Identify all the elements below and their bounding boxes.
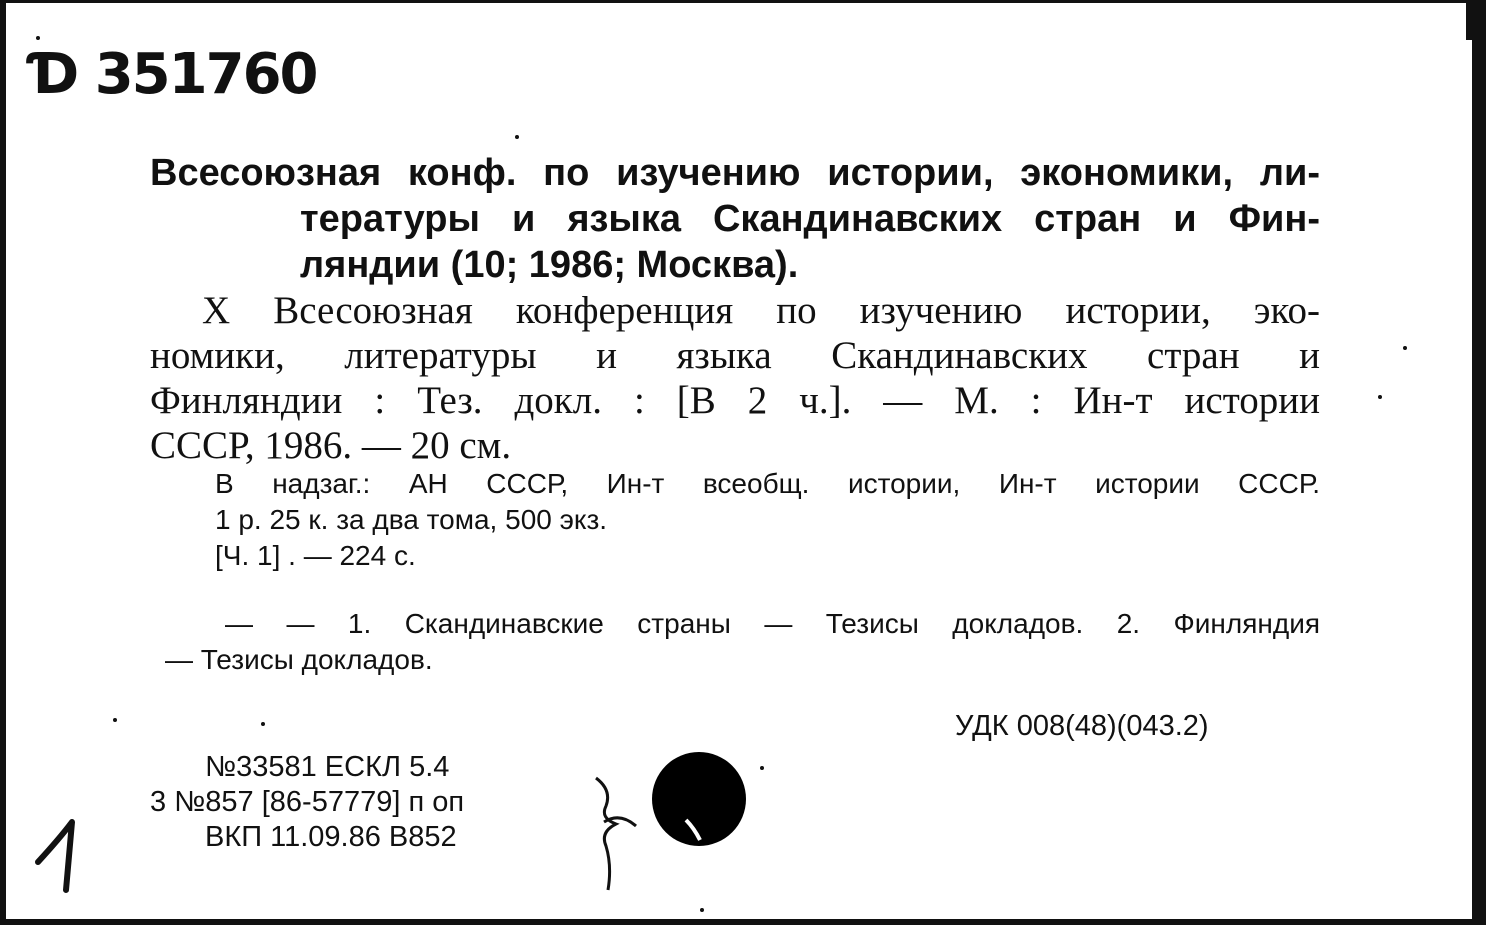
handwritten-number-icon [38,822,72,890]
notes-line-1: В надзаг.: АН СССР, Ин-т всеобщ. истории, Ин-т истории СССР. [215,468,1320,499]
shelfmark: Ɗ 351760 [30,42,317,107]
registry-line-2: 3 №857 [86-57779] п оп [150,786,465,818]
notes [215,466,1320,574]
title-description [150,288,1320,468]
speck-icon [36,36,40,40]
speck-icon [113,718,117,722]
subjects-line-1: — — 1. Скандинавские страны — Тезисы докладов. 2. Финляндия [225,608,1320,639]
registry-info [150,750,464,855]
brace-icon [596,778,616,890]
card-edge-top [0,0,1486,3]
main-heading [150,150,1320,288]
punch-hole [652,752,746,846]
title-line-2: номики, литературы и языка Скандинавских стран и [150,334,1320,377]
card-edge-right [1472,0,1486,925]
udk-code: УДК 008(48)(043.2) [955,710,1209,742]
title-line-4: СССР, 1986. — 20 см. [150,424,512,467]
title-line-1: X Всесоюзная конференция по изучению истории, эко- [202,289,1320,332]
card-edge-notch [1466,0,1486,40]
heading-line-2: тературы и языка Скандинавских стран и Фин- [300,198,1320,240]
heading-line-1: Всесоюзная конф. по изучению истории, экономики, ли- [150,152,1320,194]
speck-icon [1378,395,1382,399]
notes-line-2: 1 р. 25 к. за два тома, 500 экз. [215,504,608,535]
card-edge-left [0,0,6,925]
speck-icon [515,135,519,139]
notes-line-3: [Ч. 1] . — 224 с. [215,540,416,571]
heading-line-3: ляндии (10; 1986; Москва). [300,244,799,286]
speck-icon [700,908,704,912]
subject-headings [165,606,1320,678]
speck-icon [261,722,265,726]
hand-stroke-icon [604,818,636,826]
title-line-3: Финляндии : Тез. докл. : [В 2 ч.]. — М. : Ин-т истории [150,379,1320,422]
registry-line-1: №33581 ЕСКЛ 5.4 [205,751,450,783]
speck-icon [760,766,764,770]
registry-line-3: ВКП 11.09.86 В852 [205,821,457,853]
card-edge-bottom [0,919,1486,925]
subjects-line-2: — Тезисы докладов. [165,644,433,675]
speck-icon [1403,346,1407,350]
